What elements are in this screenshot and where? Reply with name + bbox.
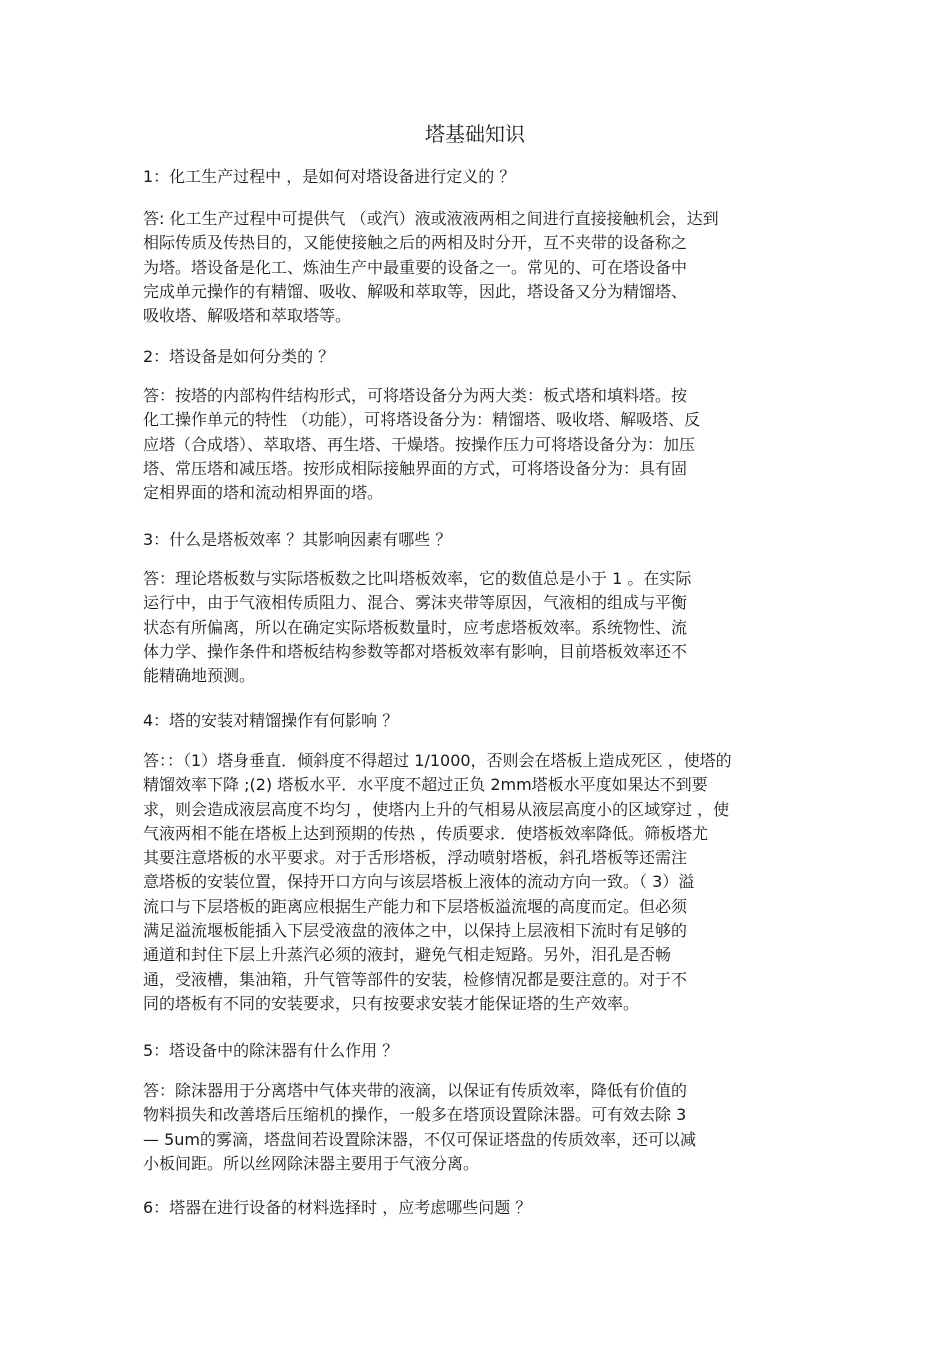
- answer-line: 答：按塔的内部构件结构形式，可将塔设备分为两大类：板式塔和填料塔。按: [143, 386, 688, 405]
- answer-line: 满足溢流堰板能插入下层受液盘的液体之中，以保持上层液相下流时有足够的: [143, 921, 688, 941]
- answer-line: 意塔板的安装位置，保持开口方向与该层塔板上液体的流动方向一致。（ 3）溢: [143, 872, 695, 892]
- answer-line: 状态有所偏离，所以在确定实际塔板数量时，应考虑塔板效率。系统物性、流: [143, 617, 688, 637]
- answer-line: 通道和封住下层上升蒸汽必须的液封，避免气相走短路。另外，泪孔是否畅: [143, 945, 672, 965]
- answer-line: 答：：（1）塔身垂直．倾斜度不得超过 1/1000，否则会在塔板上造成死区 ，使塔的: [143, 751, 732, 770]
- answer-line: 答：除沫器用于分离塔中气体夹带的液滴，以保证有传质效率，降低有价值的: [143, 1081, 688, 1100]
- answer-5: [143, 1079, 803, 1176]
- answer-line: 完成单元操作的有精馏、吸收、解吸和萃取等，因此，塔设备又分为精馏塔、: [143, 281, 688, 301]
- answer-line: 通，受液槽，集油箱，升气管等部件的安装，检修情况都是要注意的。对于不: [143, 969, 688, 989]
- answer-line: 小板间距。所以丝网除沫器主要用于气液分离。: [143, 1153, 480, 1173]
- answer-line: 同的塔板有不同的安装要求，只有按要求安装才能保证塔的生产效率。: [143, 993, 640, 1013]
- answer-line: 运行中，由于气液相传质阻力、混合、雾沫夹带等原因，气液相的组成与平衡: [143, 593, 688, 613]
- answer-line: 应塔（合成塔）、萃取塔、再生塔、干燥塔。按操作压力可将塔设备分为：加压: [143, 434, 696, 454]
- answer-line: — 5um的雾滴，塔盘间若设置除沫器，不仅可保证塔盘的传质效率，还可以减: [143, 1129, 696, 1149]
- answer-1: [143, 207, 803, 328]
- question-2: 2：塔设备是如何分类的 ？: [143, 347, 335, 366]
- answer-line: 能精确地预测。: [143, 666, 256, 686]
- answer-line: 气液两相不能在塔板上达到预期的传热 ，传质要求．使塔板效率降低。筛板塔尤: [143, 823, 709, 843]
- answer-line: 相际传质及传热目的，又能使接触之后的两相及时分开，互不夹带的设备称之: [143, 233, 688, 253]
- answer-line: 流口与下层塔板的距离应根据生产能力和下层塔板溢流堰的高度而定。但必须: [143, 896, 688, 916]
- answer-line: 化工操作单元的特性 （功能），可将塔设备分为：精馏塔、吸收塔、解吸塔、反: [143, 410, 701, 430]
- answer-line: 体力学、操作条件和塔板结构参数等都对塔板效率有影响，目前塔板效率还不: [143, 641, 688, 661]
- answer-line: 为塔。塔设备是化工、炼油生产中最重要的设备之一。常见的、可在塔设备中: [143, 257, 688, 277]
- question-5: 5：塔设备中的除沫器有什么作用 ？: [143, 1041, 399, 1060]
- answer-line: 塔、常压塔和减压塔。按形成相际接触界面的方式，可将塔设备分为：具有固: [143, 458, 688, 478]
- answer-line: 定相界面的塔和流动相界面的塔。: [143, 483, 384, 503]
- question-3: 3：什么是塔板效率 ？其影响因素有哪些 ？: [143, 530, 452, 549]
- document-title: 塔基础知识: [425, 122, 525, 146]
- answer-line: 求，则会造成液层高度不均匀 ，使塔内上升的气相易从液层高度小的区域穿过 ，使: [143, 799, 730, 819]
- answer-line: 精馏效率下降 ;(2) 塔板水平．水平度不超过正负 2mm塔板水平度如果达不到要: [143, 775, 708, 795]
- answer-line: 物料损失和改善塔后压缩机的操作，一般多在塔顶设置除沫器。可有效去除 3: [143, 1105, 687, 1125]
- question-1: 1：化工生产过程中 ，是如何对塔设备进行定义的 ？: [143, 167, 516, 186]
- answer-line: 其要注意塔板的水平要求。对于舌形塔板，浮动喷射塔板，斜孔塔板等还需注: [143, 848, 688, 868]
- answer-3: [143, 567, 803, 688]
- answer-4: [143, 749, 803, 1016]
- answer-line: 吸收塔、解吸塔和萃取塔等。: [143, 306, 352, 326]
- answer-line: 答：理论塔板数与实际塔板数之比叫塔板效率，它的数值总是小于 1 。在实际: [143, 569, 692, 588]
- question-6: 6：塔器在进行设备的材料选择时 ，应考虑哪些问题 ？: [143, 1198, 532, 1217]
- question-4: 4：塔的安装对精馏操作有何影响 ？: [143, 711, 399, 730]
- answer-line: 答: 化工生产过程中可提供气 （或汽）液或液液两相之间进行直接接触机会，达到: [143, 209, 719, 228]
- answer-2: [143, 384, 803, 505]
